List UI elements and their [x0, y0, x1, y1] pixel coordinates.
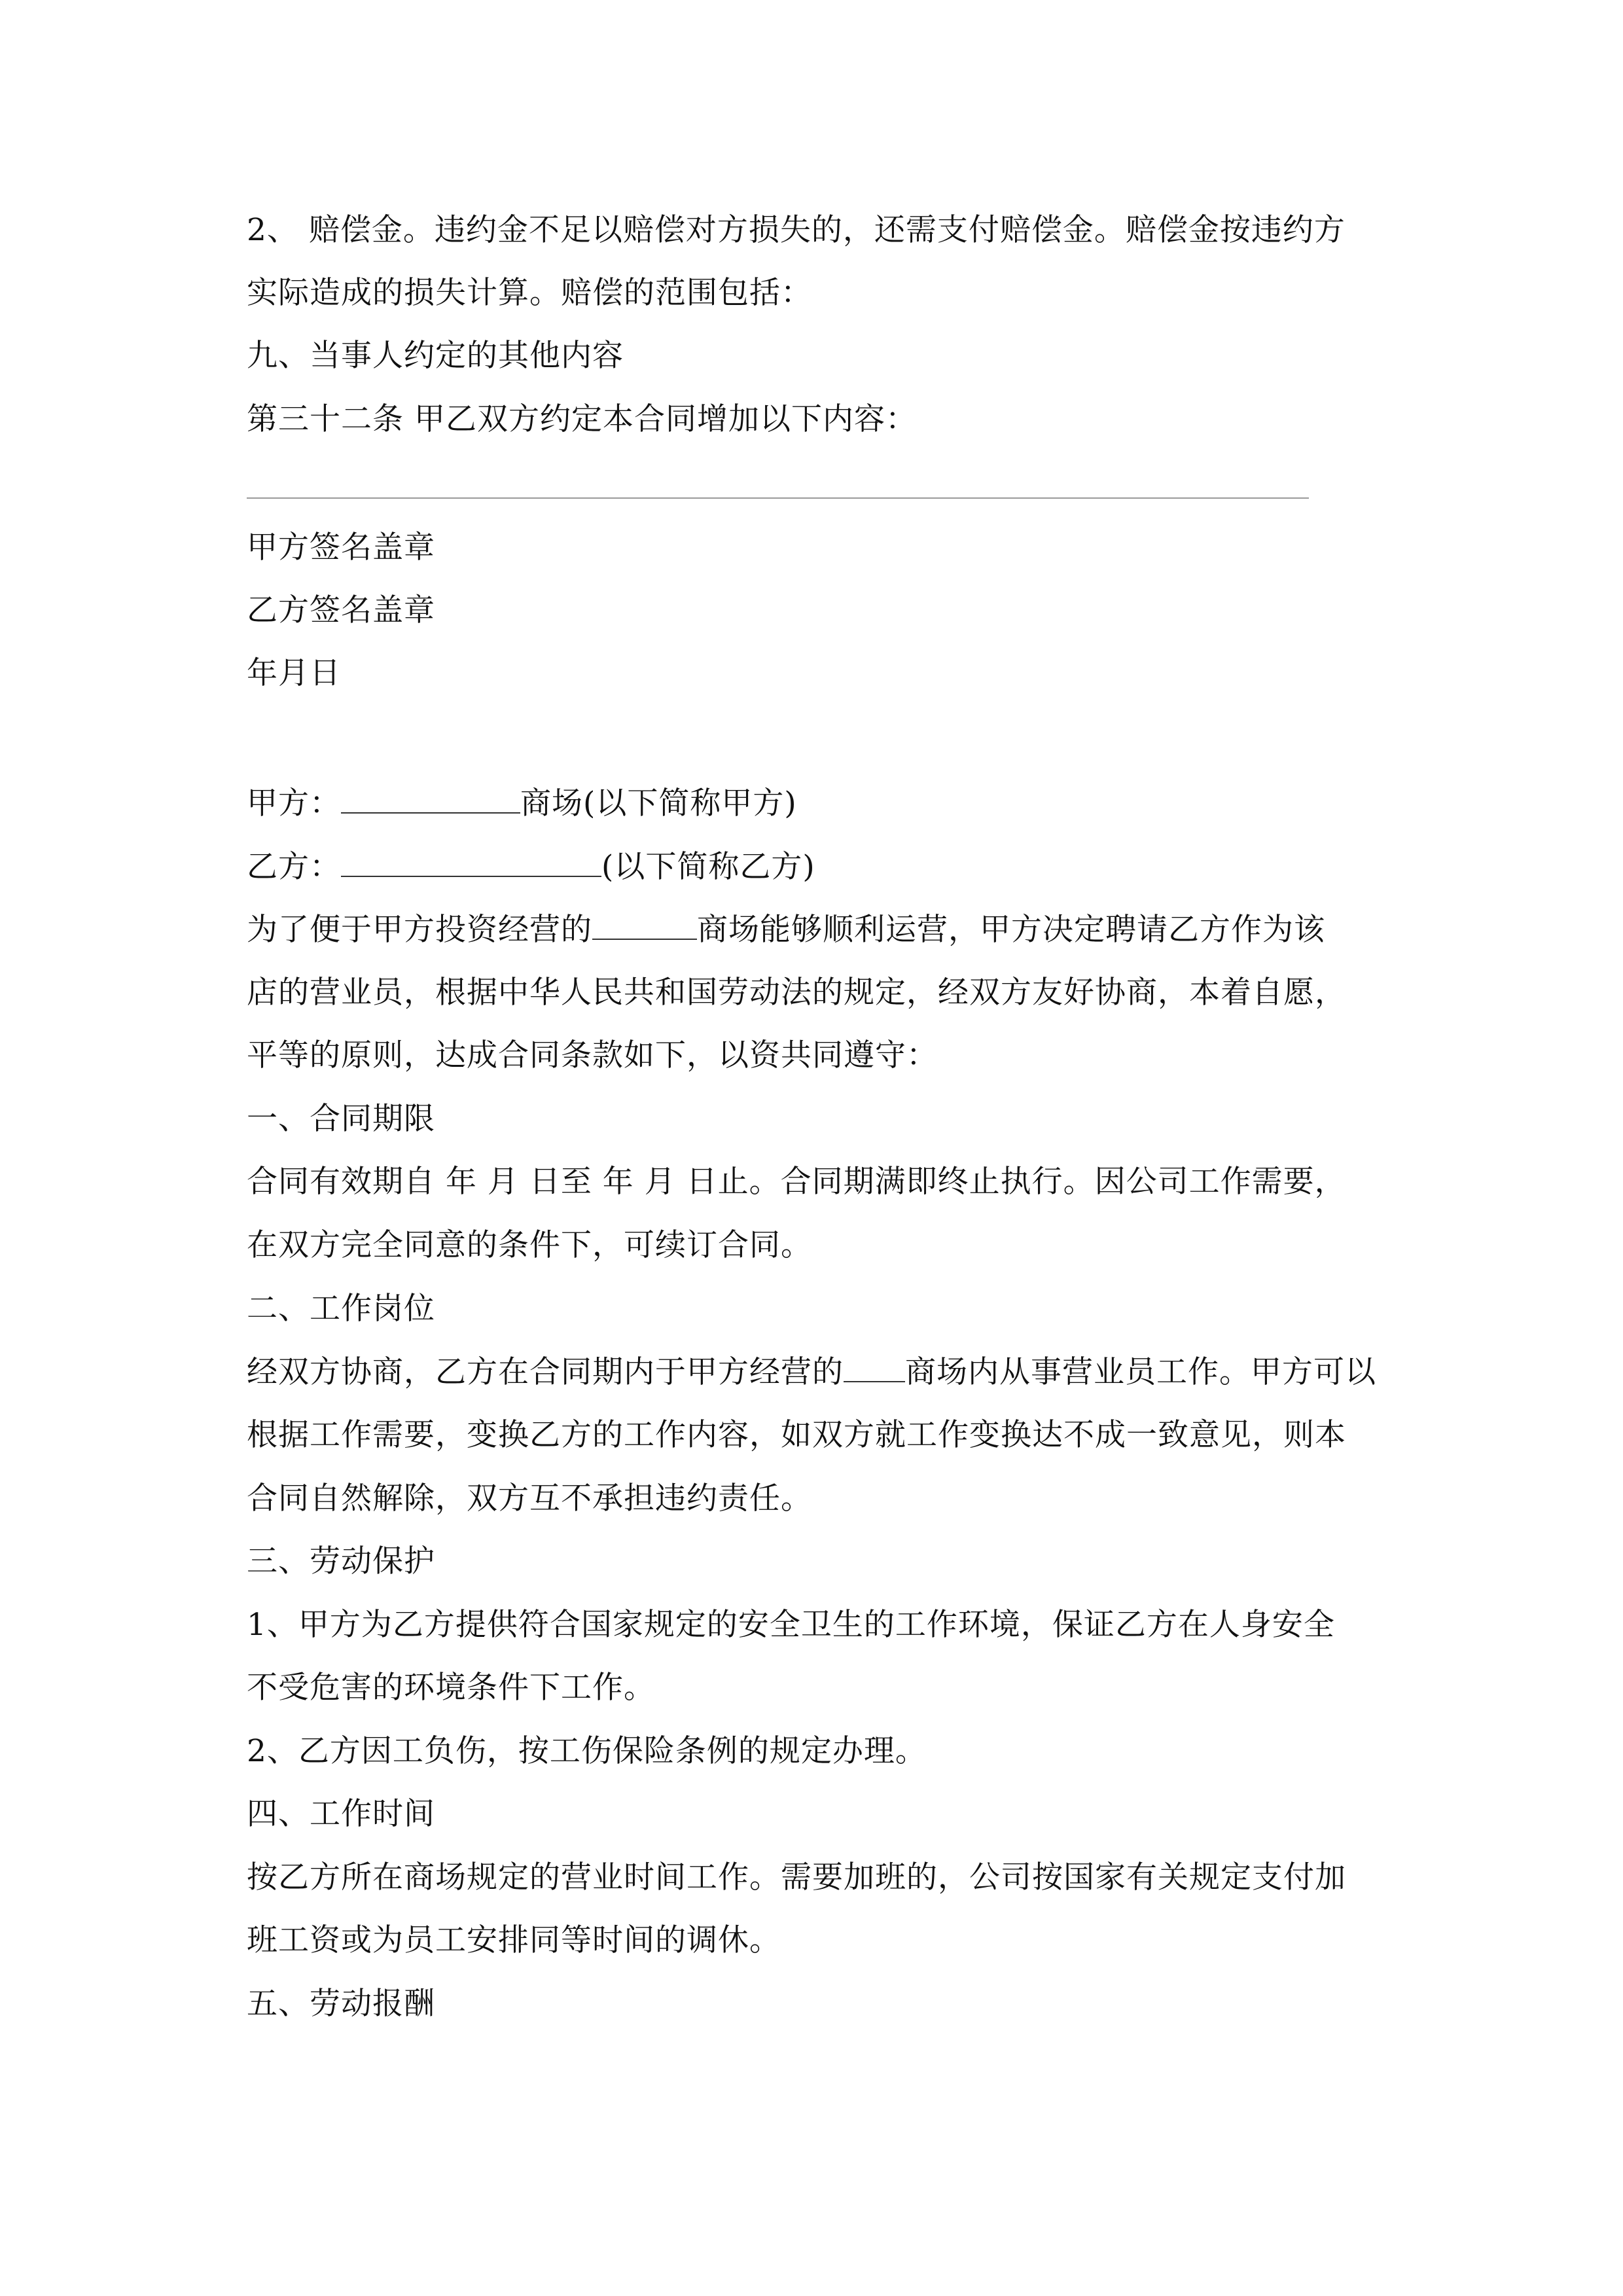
section-3-item-1-line-2: 不受危害的环境条件下工作。	[247, 1670, 655, 1706]
party-a-prefix: 甲方：	[247, 785, 341, 821]
party-b-line	[247, 847, 815, 887]
preamble-line-1-prefix: 为了便于甲方投资经营的	[247, 912, 592, 948]
section-3-item-1-line-1: 1、甲方为乙方提供符合国家规定的安全卫生的工作环境，保证乙方在人身安全	[247, 1607, 1335, 1643]
party-b-prefix: 乙方：	[247, 849, 341, 885]
preamble-line-3: 平等的原则，达成合同条款如下，以资共同遵守：	[247, 1037, 938, 1073]
store-name-blank	[592, 910, 697, 940]
section-2-line-1	[247, 1352, 1376, 1392]
section-9-heading: 九、当事人约定的其他内容	[247, 338, 624, 374]
section-4-line-1: 按乙方所在商场规定的营业时间工作。需要加班的，公司按国家有关规定支付加	[247, 1859, 1346, 1895]
section-2-line-3: 合同自然解除，双方互不承担违约责任。	[247, 1480, 812, 1516]
preamble-line-1	[247, 910, 1325, 950]
section-4-heading: 四、工作时间	[247, 1796, 435, 1832]
article-32: 第三十二条 甲乙双方约定本合同增加以下内容：	[247, 401, 917, 437]
section-3-item-2: 2、乙方因工负伤，按工伤保险条例的规定办理。	[247, 1733, 927, 1769]
section-2-heading: 二、工作岗位	[247, 1291, 435, 1327]
party-b-suffix: (以下简称乙方)	[601, 849, 815, 885]
compensation-clause-line-2: 实际造成的损失计算。赔偿的范围包括：	[247, 275, 812, 311]
party-b-name-blank	[341, 847, 601, 877]
party-b-signature: 乙方签名盖章	[247, 592, 435, 628]
preamble-line-2: 店的营业员，根据中华人民共和国劳动法的规定，经双方友好协商，本着自愿，	[247, 975, 1346, 1011]
party-a-line	[247, 783, 797, 823]
section-2-line-1-prefix: 经双方协商，乙方在合同期内于甲方经营的	[247, 1354, 844, 1390]
blank-content-rule	[247, 497, 1309, 499]
section-1-line-2: 在双方完全同意的条件下，可续订合同。	[247, 1227, 812, 1263]
date-line: 年月日	[247, 655, 341, 691]
compensation-clause-line-1: 2、 赔偿金。违约金不足以赔偿对方损失的，还需支付赔偿金。赔偿金按违约方	[247, 212, 1346, 248]
party-a-name-blank	[341, 783, 520, 814]
store-blank-2	[844, 1352, 905, 1382]
party-a-suffix: 商场(以下简称甲方)	[520, 785, 797, 821]
party-a-signature: 甲方签名盖章	[247, 529, 435, 565]
section-4-line-2: 班工资或为员工安排同等时间的调休。	[247, 1922, 781, 1958]
section-1-line-1: 合同有效期自 年 月 日至 年 月 日止。合同期满即终止执行。因公司工作需要，	[247, 1164, 1346, 1200]
section-2-line-1-suffix: 商场内从事营业员工作。甲方可以	[905, 1354, 1376, 1390]
preamble-line-1-suffix: 商场能够顺利运营，甲方决定聘请乙方作为该	[697, 912, 1325, 948]
section-3-heading: 三、劳动保护	[247, 1543, 435, 1579]
section-5-heading: 五、劳动报酬	[247, 1986, 435, 2022]
section-2-line-2: 根据工作需要，变换乙方的工作内容，如双方就工作变换达不成一致意见，则本	[247, 1417, 1346, 1453]
section-1-heading: 一、合同期限	[247, 1101, 435, 1137]
